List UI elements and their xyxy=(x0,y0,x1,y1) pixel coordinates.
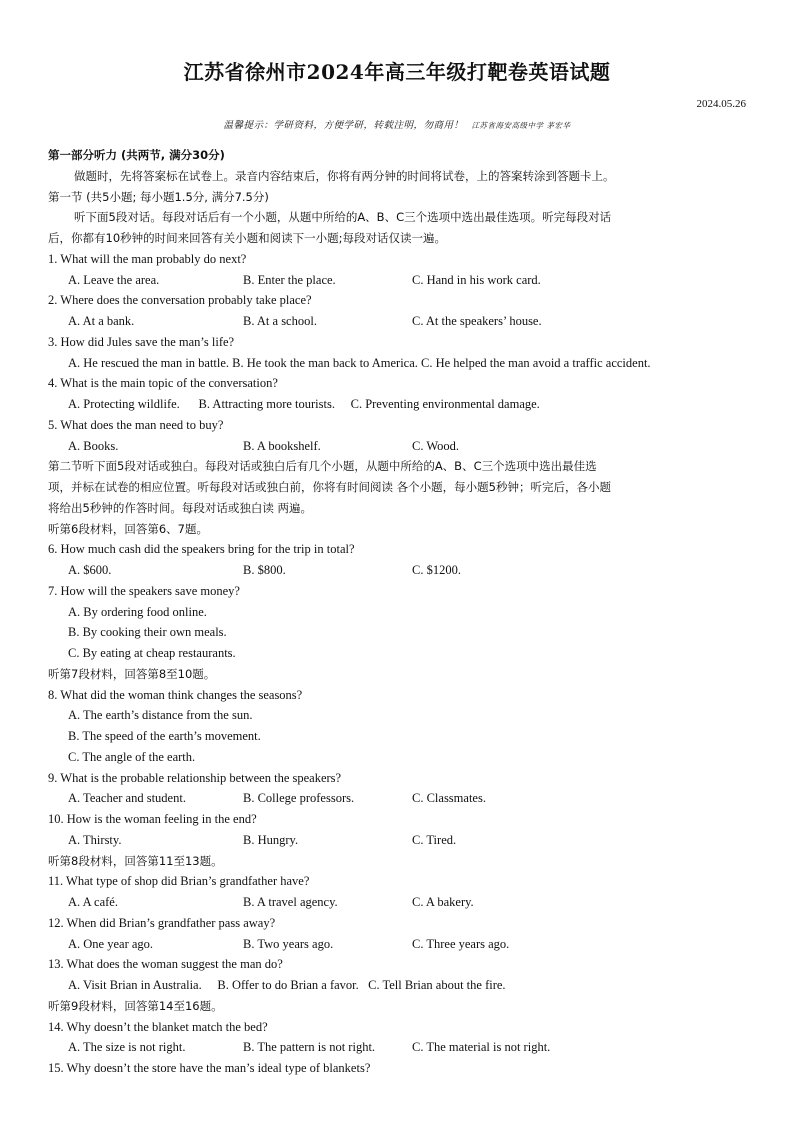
option-a: A. Thirsty. xyxy=(68,832,122,847)
question-stem: 1. What will the man probably do next? xyxy=(48,251,247,266)
material-heading: 听第6段材料，回答第6、7题。 xyxy=(48,521,208,536)
option-b: B. The speed of the earth’s movement. xyxy=(68,729,261,743)
question-stem: 11. What type of shop did Brian’s grandfather have? xyxy=(48,874,310,889)
option-a: A. Teacher and student. xyxy=(68,791,186,806)
question-stem: 15. Why doesn’t the store have the man’s ideal type of blankets? xyxy=(48,1061,371,1075)
option-c: C. By eating at cheap restaurants. xyxy=(68,646,236,660)
option-b: B. The pattern is not right. xyxy=(243,1040,376,1055)
option-b: B. By cooking their own meals. xyxy=(68,625,227,640)
option-c: C. Three years ago. xyxy=(412,936,510,951)
question-stem: 5. What does the man need to buy? xyxy=(48,417,224,432)
listening-section xyxy=(48,145,748,1079)
option-b: B. $800. xyxy=(243,563,286,577)
section1-instruction: 听下面5段对话。每段对话后有一个小题，从题中所给的A、B、C三个选项中选出最佳选项。听完每段对话 xyxy=(74,210,612,225)
notice-text: 温馨提示：学研资料，方便学研，转载注明，勿商用！ xyxy=(223,120,464,131)
page-title: 江苏省徐州市2024年高三年级打靶卷英语试题 xyxy=(183,60,611,84)
option-b: B. A bookshelf. xyxy=(243,438,321,453)
section2-instruction: 第二节听下面5段对话或独白。每段对话或独白后有几个小题，从题中所给的A、B、C三个选项中选出最佳选 xyxy=(48,459,597,474)
option-a: A. At a bank. xyxy=(68,314,135,328)
option-c: C. Tired. xyxy=(412,832,457,847)
notice-source: 江苏省海安高级中学 茅宏华 xyxy=(471,121,571,130)
material-heading: 听第8段材料，回答第11至13题。 xyxy=(48,853,223,868)
section2-instruction-end: 将给出5秒钟的作答时间。每段对话或独白读 两遍。 xyxy=(48,500,312,515)
part1-heading: 第一部分听力 (共两节, 满分30分) xyxy=(48,148,225,162)
option-b: B. Hungry. xyxy=(243,832,299,847)
question-options-line: A. Visit Brian in Australia. B. Offer to do Brian a favor. C. Tell Brian about the fire. xyxy=(68,978,506,992)
question-stem: 9. What is the probable relationship between the speakers? xyxy=(48,770,342,785)
option-c: C. The angle of the earth. xyxy=(68,749,196,764)
option-c: C. The material is not right. xyxy=(412,1040,551,1055)
option-c: C. Hand in his work card. xyxy=(412,272,541,287)
notice-line xyxy=(0,117,794,131)
part1-instruction: 做题时，先将答案标在试卷上。录音内容结束后，你将有两分钟的时间将试卷，上的答案转涂到答题卡上。 xyxy=(74,168,615,183)
material-heading: 听第7段材料，回答第8至10题。 xyxy=(48,666,216,681)
option-c: C. $1200. xyxy=(412,563,461,577)
exam-date: 2024.05.26 xyxy=(696,98,746,110)
option-a: A. One year ago. xyxy=(68,936,154,951)
material-heading: 听第9段材料，回答第14至16题。 xyxy=(48,998,223,1013)
question-options xyxy=(48,311,748,332)
option-c: C. Classmates. xyxy=(412,791,486,806)
option-a: A. The earth’s distance from the sun. xyxy=(68,708,253,723)
option-a: A. The size is not right. xyxy=(68,1040,186,1055)
option-a: A. Books. xyxy=(68,438,119,453)
question-stem: 13. What does the woman suggest the man do? xyxy=(48,957,283,972)
section1-instruction-cont: 后，你都有10秒钟的时间来回答有关小题和阅读下一小题;每段对话仅读一遍。 xyxy=(48,231,447,245)
question-stem: 10. How is the woman feeling in the end? xyxy=(48,812,257,826)
question-options xyxy=(48,436,748,457)
section1-heading: 第一节 (共5小题; 每小题1.5分, 满分7.5分) xyxy=(48,189,269,204)
option-b: B. At a school. xyxy=(243,314,317,328)
option-a: A. $600. xyxy=(68,563,112,577)
question-options xyxy=(48,934,748,955)
option-a: A. A café. xyxy=(68,895,118,909)
option-c: C. At the speakers’ house. xyxy=(412,314,542,328)
question-options-line: A. He rescued the man in battle. B. He took the man back to America. C. He helped the man avoid a traffic accident. xyxy=(68,355,651,370)
question-stem: 7. How will the speakers save money? xyxy=(48,583,240,598)
option-c: C. Wood. xyxy=(412,438,460,453)
question-stem: 2. Where does the conversation probably take place? xyxy=(48,293,312,308)
question-stem: 14. Why doesn’t the blanket match the bed? xyxy=(48,1019,268,1034)
question-options xyxy=(48,560,748,581)
question-stem: 8. What did the woman think changes the seasons? xyxy=(48,687,303,702)
question-options xyxy=(48,1037,748,1058)
question-options xyxy=(48,892,748,913)
option-c: C. A bakery. xyxy=(412,895,474,909)
question-options xyxy=(48,830,748,851)
question-options-line: A. Protecting wildlife. B. Attracting more tourists. C. Preventing environmental damage. xyxy=(68,397,540,411)
option-b: B. Two years ago. xyxy=(243,936,334,951)
option-b: B. College professors. xyxy=(243,791,355,806)
question-stem: 6. How much cash did the speakers bring for the trip in total? xyxy=(48,542,355,557)
question-options xyxy=(48,788,748,809)
question-stem: 4. What is the main topic of the conversation? xyxy=(48,376,278,391)
option-b: B. A travel agency. xyxy=(243,895,338,909)
section2-instruction-cont: 项，并标在试卷的相应位置。听每段对话或独白前，你将有时间阅读 各个小题，每小题5秒钟；听完后，各小题 xyxy=(48,480,611,494)
question-options xyxy=(48,270,748,291)
question-stem: 3. How did Jules save the man’s life? xyxy=(48,334,235,349)
option-a: A. Leave the area. xyxy=(68,272,160,287)
option-a: A. By ordering food online. xyxy=(68,604,207,619)
option-b: B. Enter the place. xyxy=(243,272,336,287)
question-stem: 12. When did Brian’s grandfather pass away? xyxy=(48,915,276,930)
